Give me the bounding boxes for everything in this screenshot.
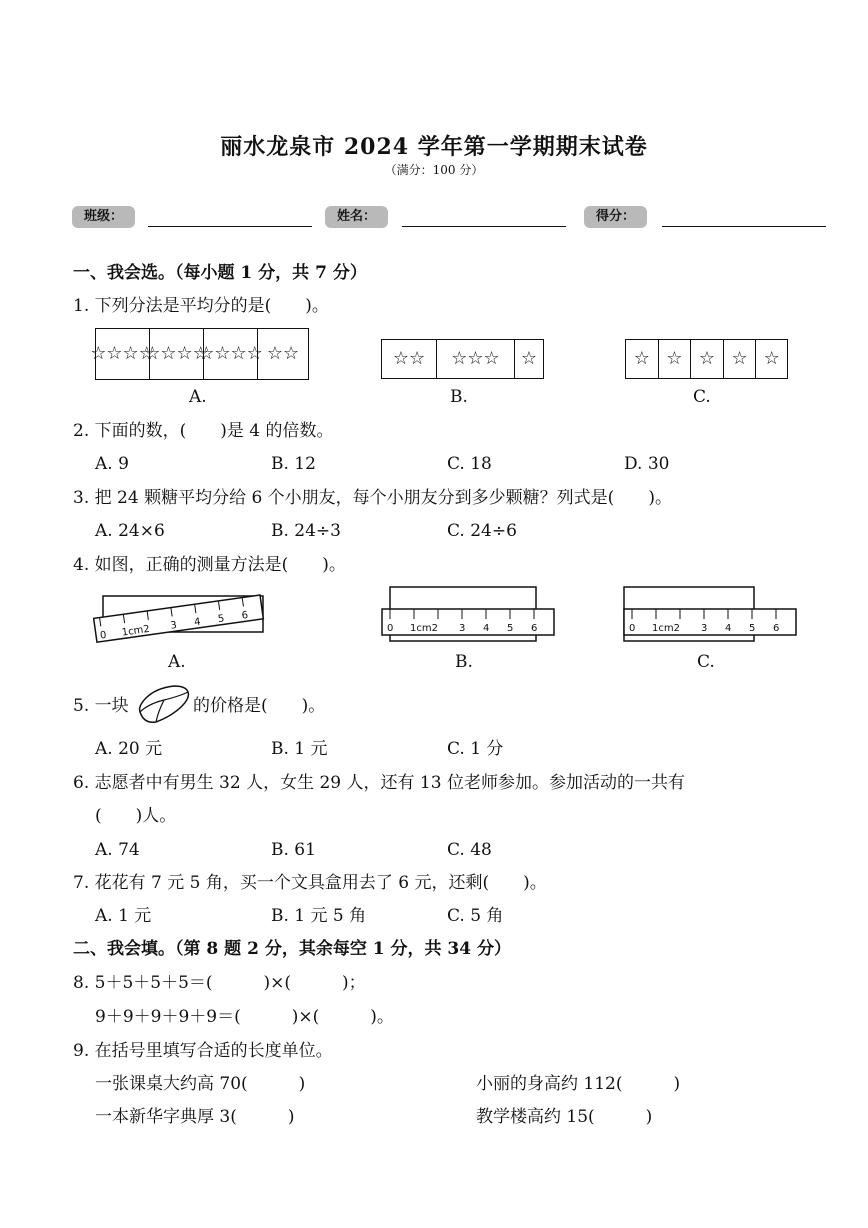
star-group: ☆☆☆ [437, 340, 515, 378]
q9-item: 一本新华字典厚 3( ) [95, 1107, 295, 1127]
section1-heading: 一、我会选。（每小题 1 分，共 7 分） [73, 263, 367, 283]
q5-text-after: 的价格是( )。 [193, 696, 326, 716]
star-group: ☆☆☆☆ [150, 329, 204, 379]
star-group: ☆ [659, 340, 692, 378]
star-group: ☆ [724, 340, 757, 378]
ruler-tick-label: 3 [169, 619, 178, 632]
q3-text: 3. 把 24 颗糖平均分给 6 个小朋友，每个小朋友分到多少颗糖？列式是( )。 [73, 488, 672, 508]
star-group: ☆☆ [382, 340, 437, 378]
q6-option-b[interactable]: B. 61 [271, 840, 316, 860]
ruler-tick-label: 0 [99, 629, 108, 642]
q6-text-continued: ( )人。 [95, 806, 177, 826]
q1-option-a[interactable]: A. [189, 387, 207, 407]
q4-option-a[interactable]: A. [168, 652, 186, 672]
q9-item: 一张课桌大约高 70( ) [95, 1074, 306, 1094]
ruler-tick-label: 3 [459, 623, 466, 634]
ruler-tick-label: 4 [193, 616, 202, 629]
name-label: 姓名： [325, 206, 388, 228]
q6-option-a[interactable]: A. 74 [95, 840, 140, 860]
q1-text: 1. 下列分法是平均分的是( )。 [73, 296, 329, 316]
q1-option-b[interactable]: B. [450, 387, 468, 407]
q4-option-c-figure [622, 585, 802, 645]
ruler-tick-label: 3 [701, 623, 708, 634]
star-group: ☆ [763, 348, 780, 369]
q5-option-b[interactable]: B. 1 元 [271, 739, 328, 759]
ruler-tick-label: 1cm2 [652, 623, 680, 634]
q4-option-c[interactable]: C. [697, 652, 715, 672]
q8-line2: 9＋9＋9＋9＋9＝( )×( )。 [95, 1007, 394, 1027]
star-group: ☆ [520, 348, 538, 369]
q2-option-a[interactable]: A. 9 [95, 454, 129, 474]
ruler-tick-label: 1cm2 [410, 623, 438, 634]
name-field[interactable] [402, 208, 566, 227]
section2-heading: 二、我会填。（第 8 题 2 分，其余每空 1 分，共 34 分） [73, 939, 511, 959]
page-title: 丽水龙泉市 2024 学年第一学期期末试卷 [220, 134, 648, 160]
eraser-icon [134, 682, 192, 728]
star-group: ☆☆ [266, 343, 300, 364]
q7-text: 7. 花花有 7 元 5 角，买一个文具盒用去了 6 元，还剩( )。 [73, 873, 547, 893]
q5-option-c[interactable]: C. 1 分 [447, 739, 504, 759]
q3-option-c[interactable]: C. 24÷6 [447, 521, 517, 541]
score-field[interactable] [662, 208, 826, 227]
q9-item: 小丽的身高约 112( ) [476, 1074, 681, 1094]
score-label: 得分： [584, 206, 647, 228]
page-subtitle: （满分：100 分） [384, 163, 484, 177]
q6-option-c[interactable]: C. 48 [447, 840, 492, 860]
ruler-tick-label: 6 [531, 623, 538, 634]
q1-option-c-figure [625, 339, 788, 379]
ruler-tick-label: 4 [483, 623, 490, 634]
star-group: ☆☆☆☆ [96, 329, 150, 379]
ruler-tick-label: 6 [773, 623, 780, 634]
q9-item: 教学楼高约 15( ) [476, 1107, 653, 1127]
star-group: ☆ [691, 340, 724, 378]
class-label: 班级： [72, 206, 135, 228]
q4-option-b[interactable]: B. [455, 652, 473, 672]
ruler-tick-label: 4 [725, 623, 732, 634]
q5-text-before: 5. 一块 [73, 696, 129, 716]
q1-option-b-figure [381, 339, 544, 379]
ruler-tick-label: 6 [241, 609, 249, 622]
q7-option-b[interactable]: B. 1 元 5 角 [271, 906, 367, 926]
ruler-tick-label: 5 [749, 623, 756, 634]
q7-option-a[interactable]: A. 1 元 [95, 906, 152, 926]
q6-text: 6. 志愿者中有男生 32 人，女生 29 人，还有 13 位老师参加。参加活动的一共有 [73, 773, 685, 793]
star-group: ☆☆☆☆ [204, 329, 258, 379]
q8-line1: 8. 5＋5＋5＋5＝( )×( )； [73, 973, 366, 993]
ruler-tick-label: 0 [387, 623, 394, 634]
q3-option-b[interactable]: B. 24÷3 [271, 521, 341, 541]
ruler-tick-label: 1cm2 [121, 623, 151, 639]
q2-option-c[interactable]: C. 18 [447, 454, 492, 474]
q4-option-b-figure [380, 585, 560, 645]
q9-text: 9. 在括号里填写合适的长度单位。 [73, 1041, 333, 1061]
q4-option-a-figure [93, 582, 273, 650]
class-field[interactable] [148, 208, 312, 227]
q4-text: 4. 如图，正确的测量方法是( )。 [73, 555, 346, 575]
q1-option-c[interactable]: C. [693, 387, 711, 407]
q3-option-a[interactable]: A. 24×6 [95, 521, 165, 541]
q7-option-c[interactable]: C. 5 角 [447, 906, 504, 926]
q2-text: 2. 下面的数，( )是 4 的倍数。 [73, 421, 334, 441]
ruler-tick-label: 5 [217, 613, 226, 626]
star-group: ☆ [626, 340, 659, 378]
ruler-tick-label: 0 [629, 623, 636, 634]
ruler-tick-label: 5 [507, 623, 514, 634]
q2-option-b[interactable]: B. 12 [271, 454, 316, 474]
q1-option-a-figure [90, 328, 309, 380]
q2-option-d[interactable]: D. 30 [624, 454, 670, 474]
q5-option-a[interactable]: A. 20 元 [95, 739, 163, 759]
